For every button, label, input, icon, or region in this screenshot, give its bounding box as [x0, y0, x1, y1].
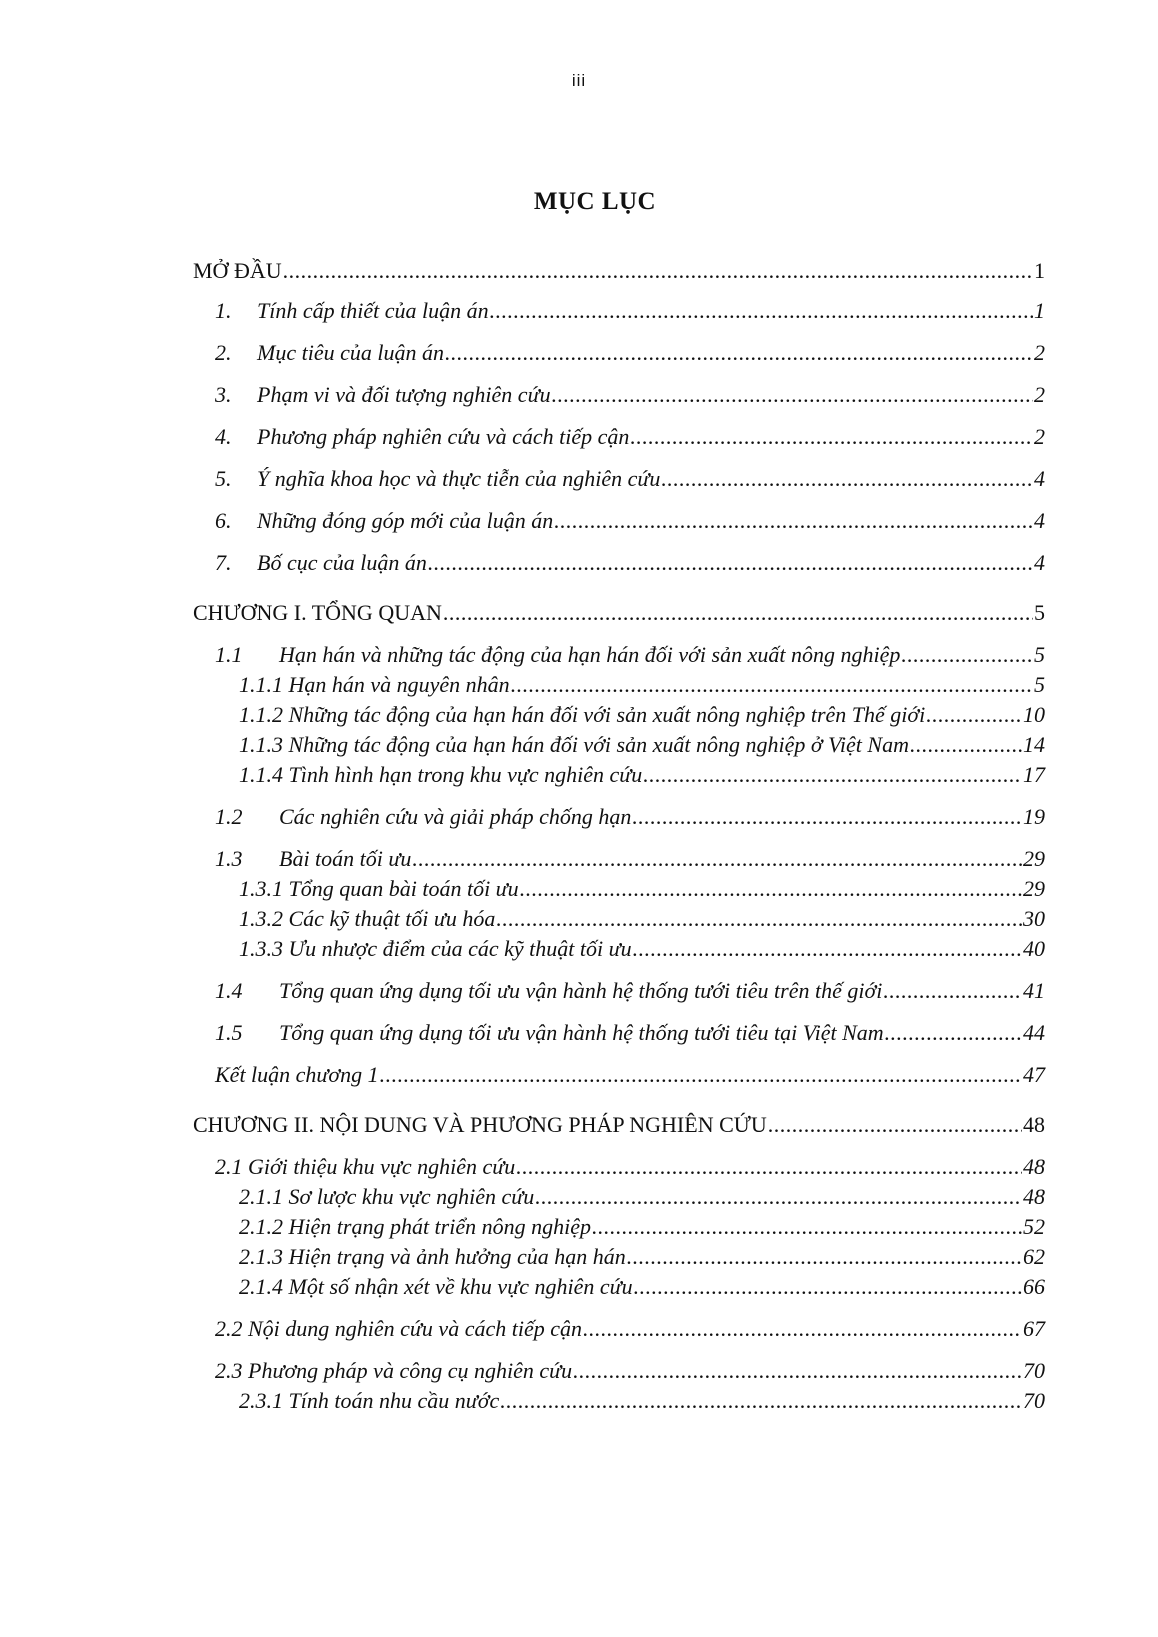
- toc-entry-label: 1.3.1 Tổng quan bài toán tối ưu: [239, 876, 519, 901]
- toc-entry-label: Phương pháp nghiên cứu và cách tiếp cận: [257, 424, 630, 449]
- toc-entry-page: 48: [1023, 1184, 1045, 1209]
- toc-entry-1-1-4[interactable]: [239, 762, 1045, 788]
- toc-leader-dots: [520, 876, 1022, 902]
- toc-entry-label: 2.1 Giới thiệu khu vực nghiên cứu: [215, 1154, 516, 1179]
- toc-entry-2-1-2[interactable]: [239, 1214, 1045, 1240]
- toc-entry-1-3-1[interactable]: [239, 876, 1045, 902]
- toc-entry-chuong-2[interactable]: [193, 1112, 1045, 1138]
- toc-leader-dots: [643, 762, 1022, 788]
- toc-leader-dots: [592, 1214, 1022, 1240]
- toc-entry-1-4[interactable]: [215, 978, 1045, 1004]
- toc-entry-number: 1.: [215, 298, 232, 323]
- toc-entry-number: 4.: [215, 424, 232, 449]
- toc-entry-page: 17: [1023, 762, 1045, 787]
- toc-entry-page: 29: [1023, 846, 1045, 871]
- toc-entry-page: 2: [1034, 340, 1045, 365]
- toc-leader-dots: [443, 600, 1033, 626]
- toc-entry-number: 1.2: [215, 804, 243, 829]
- toc-leader-dots: [511, 672, 1033, 698]
- toc-leader-dots: [632, 804, 1022, 830]
- toc-entry-label: Tính cấp thiết của luận án: [257, 298, 489, 323]
- toc-entry-page: 40: [1023, 936, 1045, 961]
- toc-entry-label: Những đóng góp mới của luận án: [257, 508, 554, 533]
- toc-entry-5[interactable]: [215, 466, 1045, 492]
- toc-entry-1-1-1[interactable]: [239, 672, 1045, 698]
- toc-entry-number: 1.1: [215, 642, 243, 667]
- toc-entry-label: Bố cục của luận án: [257, 550, 427, 575]
- toc-entry-label: 1.1.2 Những tác động của hạn hán đối với sản xuất nông nghiệp trên Thế giới: [239, 702, 926, 727]
- toc-entry-number: 5.: [215, 466, 232, 491]
- toc-leader-dots: [380, 1062, 1022, 1088]
- toc-leader-dots: [883, 978, 1022, 1004]
- toc-entry-page: 10: [1023, 702, 1045, 727]
- toc-entry-page: 2: [1034, 382, 1045, 407]
- toc-entry-page: 62: [1023, 1244, 1045, 1269]
- toc-entry-page: 14: [1023, 732, 1045, 757]
- toc-entry-number: 6.: [215, 508, 232, 533]
- toc-entry-page: 41: [1023, 978, 1045, 1003]
- toc-entry-2-3[interactable]: [215, 1358, 1045, 1384]
- toc-leader-dots: [516, 1154, 1022, 1180]
- toc-entry-page: 4: [1034, 508, 1045, 533]
- toc-entry-page: 48: [1023, 1154, 1045, 1179]
- toc-leader-dots: [926, 702, 1022, 728]
- toc-entry-label: MỞ ĐẦU: [193, 258, 282, 283]
- toc-entry-number: 3.: [215, 382, 232, 407]
- toc-leader-dots: [573, 1358, 1022, 1384]
- toc-entry-label: Tổng quan ứng dụng tối ưu vận hành hệ thống tưới tiêu tại Việt Nam: [279, 1020, 884, 1045]
- toc-entry-2-3-1[interactable]: [239, 1388, 1045, 1414]
- toc-entry-page: 52: [1023, 1214, 1045, 1239]
- toc-leader-dots: [634, 1274, 1022, 1300]
- toc-entry-number: 7.: [215, 550, 232, 575]
- toc-entry-2-2[interactable]: [215, 1316, 1045, 1342]
- toc-leader-dots: [583, 1316, 1022, 1342]
- toc-leader-dots: [496, 906, 1022, 932]
- toc-leader-dots: [445, 340, 1033, 366]
- toc-title: MỤC LỤC: [533, 188, 657, 215]
- toc-entry-mo-dau[interactable]: [193, 258, 1045, 284]
- toc-entry-2-1[interactable]: [215, 1154, 1045, 1180]
- toc-entry-1-2[interactable]: [215, 804, 1045, 830]
- toc-leader-dots: [490, 298, 1033, 324]
- toc-entry-page: 2: [1034, 424, 1045, 449]
- toc-entry-label: 2.3.1 Tính toán nhu cầu nước: [239, 1388, 500, 1413]
- toc-entry-2-1-3[interactable]: [239, 1244, 1045, 1270]
- toc-entry-page: 4: [1034, 466, 1045, 491]
- toc-entry-page: 66: [1023, 1274, 1045, 1299]
- toc-entry-page: 4: [1034, 550, 1045, 575]
- toc-entry-label: 2.2 Nội dung nghiên cứu và cách tiếp cận: [215, 1316, 582, 1341]
- toc-entry-page: 70: [1023, 1388, 1045, 1413]
- toc-entry-2-1-4[interactable]: [239, 1274, 1045, 1300]
- toc-entry-page: 48: [1023, 1112, 1045, 1137]
- toc-entry-number: 1.4: [215, 978, 243, 1003]
- toc-leader-dots: [630, 424, 1033, 450]
- toc-entry-page: 30: [1023, 906, 1045, 931]
- toc-entry-label: 1.3.2 Các kỹ thuật tối ưu hóa: [239, 906, 496, 931]
- toc-entry-label: Bài toán tối ưu: [279, 846, 412, 871]
- toc-entry-3[interactable]: [215, 382, 1045, 408]
- toc-leader-dots: [627, 1244, 1022, 1270]
- toc-entry-page: 70: [1023, 1358, 1045, 1383]
- toc-entry-page: 1: [1034, 298, 1045, 323]
- toc-entry-label: Ý nghĩa khoa học và thực tiễn của nghiên cứu: [257, 466, 661, 491]
- toc-entry-chuong-1[interactable]: [193, 600, 1045, 626]
- toc-leader-dots: [552, 382, 1033, 408]
- toc-leader-dots: [661, 466, 1033, 492]
- toc-entry-page: 5: [1034, 642, 1045, 667]
- toc-entry-label: 2.3 Phương pháp và công cụ nghiên cứu: [215, 1358, 573, 1383]
- toc-entry-label: Mục tiêu của luận án: [257, 340, 444, 365]
- toc-entry-7[interactable]: [215, 550, 1045, 576]
- toc-entry-page: 29: [1023, 876, 1045, 901]
- toc-entry-label: 2.1.1 Sơ lược khu vực nghiên cứu: [239, 1184, 535, 1209]
- toc-entry-label: 1.1.3 Những tác động của hạn hán đối với sản xuất nông nghiệp ở Việt Nam: [239, 732, 909, 757]
- page-number: iii: [571, 71, 587, 90]
- toc-entry-1-3-3[interactable]: [239, 936, 1045, 962]
- toc-leader-dots: [554, 508, 1033, 534]
- toc-entry-1-1[interactable]: [215, 642, 1045, 668]
- toc-entry-page: 5: [1034, 600, 1045, 625]
- toc-leader-dots: [428, 550, 1033, 576]
- toc-entry-label: 2.1.2 Hiện trạng phát triển nông nghiệp: [239, 1214, 591, 1239]
- toc-leader-dots: [535, 1184, 1022, 1210]
- toc-entry-label: Kết luận chương 1: [215, 1062, 379, 1087]
- toc-entry-label: 1.1.4 Tình hình hạn trong khu vực nghiên cứu: [239, 762, 643, 787]
- toc-leader-dots: [885, 1020, 1022, 1046]
- toc-entry-label: Các nghiên cứu và giải pháp chống hạn: [279, 804, 632, 829]
- toc-entry-2-1-1[interactable]: [239, 1184, 1045, 1210]
- toc-leader-dots: [500, 1388, 1022, 1414]
- toc-entry-label: CHƯƠNG I. TỔNG QUAN: [193, 600, 442, 625]
- toc-entry-1-5[interactable]: [215, 1020, 1045, 1046]
- toc-entry-label: 2.1.3 Hiện trạng và ảnh hưởng của hạn hán: [239, 1244, 626, 1269]
- toc-entry-label: Tổng quan ứng dụng tối ưu vận hành hệ thống tưới tiêu trên thế giới: [279, 978, 883, 1003]
- toc-entry-1-3[interactable]: [215, 846, 1045, 872]
- toc-entry-page: 5: [1034, 672, 1045, 697]
- toc-entry-page: 44: [1023, 1020, 1045, 1045]
- toc-leader-dots: [633, 936, 1022, 962]
- toc-entry-label: CHƯƠNG II. NỘI DUNG VÀ PHƯƠNG PHÁP NGHIÊN CỨU: [193, 1112, 767, 1137]
- toc-entry-page: 19: [1023, 804, 1045, 829]
- toc-entry-number: 2.: [215, 340, 232, 365]
- toc-entry-4[interactable]: [215, 424, 1045, 450]
- toc-entry-label: Hạn hán và những tác động của hạn hán đối với sản xuất nông nghiệp: [279, 642, 901, 667]
- toc-entry-6[interactable]: [215, 508, 1045, 534]
- toc-entry-label: 1.1.1 Hạn hán và nguyên nhân: [239, 672, 510, 697]
- toc-leader-dots: [283, 258, 1033, 284]
- toc-leader-dots: [412, 846, 1022, 872]
- toc-entry-page: 67: [1023, 1316, 1045, 1341]
- toc-entry-label: 2.1.4 Một số nhận xét về khu vực nghiên cứu: [239, 1274, 633, 1299]
- toc-entry-number: 1.5: [215, 1020, 243, 1045]
- toc-entry-2[interactable]: [215, 340, 1045, 366]
- toc-leader-dots: [910, 732, 1022, 758]
- toc-entry-ket-luan-1[interactable]: [215, 1062, 1045, 1088]
- toc-entry-label: Phạm vi và đối tượng nghiên cứu: [257, 382, 551, 407]
- toc-entry-page: 1: [1034, 258, 1045, 283]
- toc-leader-dots: [901, 642, 1033, 668]
- toc-entry-label: 1.3.3 Ưu nhược điểm của các kỹ thuật tối ưu: [239, 936, 632, 961]
- toc-entry-1-1-3[interactable]: [239, 732, 1045, 758]
- toc-leader-dots: [768, 1112, 1022, 1138]
- toc-entry-number: 1.3: [215, 846, 243, 871]
- toc-entry-page: 47: [1023, 1062, 1045, 1087]
- toc-entry-1[interactable]: [215, 298, 1045, 324]
- toc-entry-1-1-2[interactable]: [239, 702, 1045, 728]
- toc-entry-1-3-2[interactable]: [239, 906, 1045, 932]
